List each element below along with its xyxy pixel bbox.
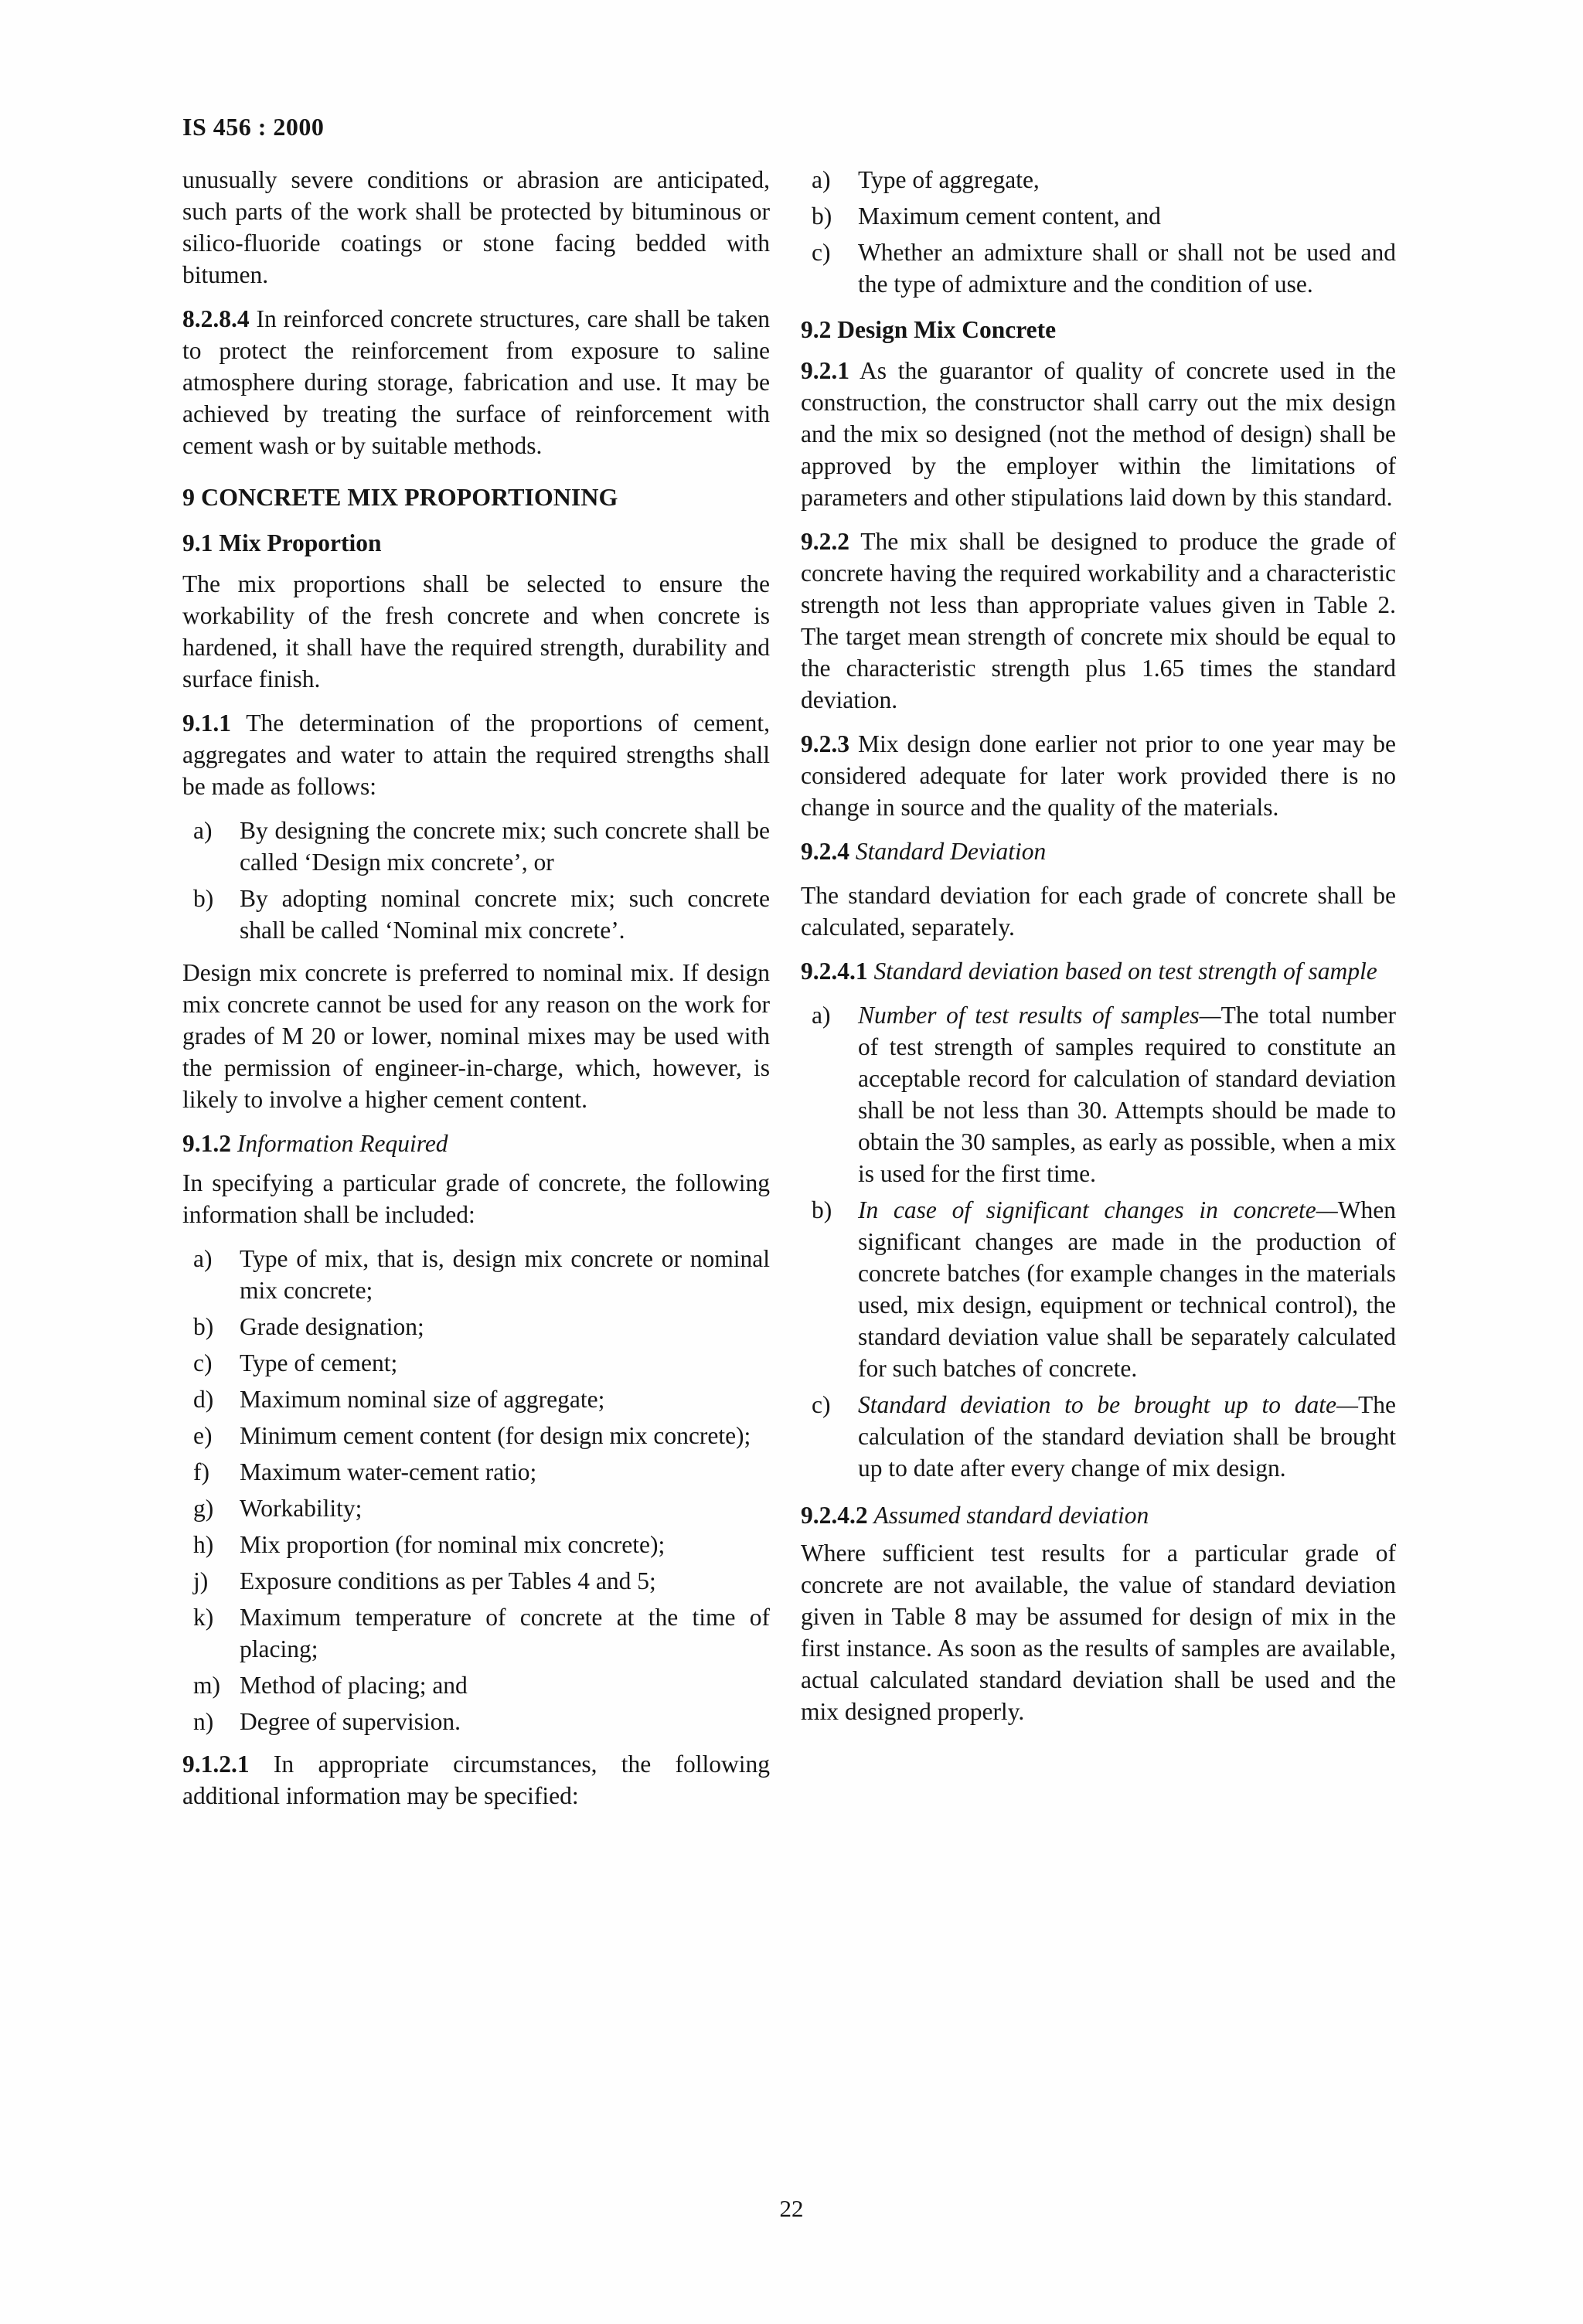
clause-number: 9.2.1 [801,357,849,384]
clause-title: Standard deviation based on test strength of sample [873,958,1377,985]
list-item [182,1601,770,1665]
clause-9-2-4-1 [801,955,1396,987]
item-text: Type of mix, that is, design mix concrete or nominal mix concrete; [240,1245,770,1304]
item-text: Type of aggregate, [858,166,1040,193]
item-label: n) [193,1708,214,1735]
document-header: IS 456 : 2000 [182,113,325,141]
item-label: a) [193,1245,213,1272]
list-item [801,1194,1396,1384]
clause-9-2-1 [801,355,1396,513]
list-item [182,1669,770,1701]
item-title: In case of significant changes in concrete— [858,1196,1338,1223]
list-item [182,1383,770,1415]
paragraph-9-2-4: The standard deviation for each grade of concrete shall be calculated, separately. [801,882,1396,941]
item-text: The calculation of the standard deviation shall be brought up to date after every change of mix design. [858,1391,1396,1482]
list-item [801,1389,1396,1484]
item-text: Maximum nominal size of aggregate; [240,1386,605,1413]
item-text: Mix proportion (for nominal mix concrete); [240,1531,666,1558]
clause-9-1-1 [182,707,770,802]
item-text: When significant changes are made in the production of concrete batches (for example changes in the materials used, mix design, equipment or technical control), the standard deviation value shall be separately calculated for such batches of concrete. [858,1196,1396,1382]
list-9-1-2-1 [801,164,1396,300]
item-label: a) [812,1002,831,1029]
item-label: h) [193,1531,214,1558]
paragraph-9-1-2: In specifying a particular grade of concrete, the following information shall be included: [182,1169,770,1228]
item-text: Method of placing; and [240,1672,468,1699]
item-label: g) [193,1495,214,1522]
list-item [182,1565,770,1597]
clause-number: 8.2.8.4 [182,305,250,332]
clause-number: 9.2.4 [801,838,849,865]
list-item [801,200,1396,232]
item-label: d) [193,1386,214,1413]
list-9-1-1 [182,815,770,946]
item-label: f) [193,1458,209,1485]
item-text: The total number of test strength of samples required to constitute an acceptable record for calculation of standard deviation shall be not less than 30. Attempts should be made to obtain the 30 samples, as early as possible, when a mix is used for the first time. [858,1002,1396,1187]
item-label: c) [193,1349,213,1376]
item-label: e) [193,1422,213,1449]
clause-number: 9.2.4.1 [801,958,868,985]
item-label: b) [193,1313,214,1340]
item-body [858,1389,1396,1484]
clause-title: Information Required [237,1130,448,1157]
clause-text: The determination of the proportions of cement, aggregates and water to attain the required strengths shall be made as follows: [182,709,770,800]
clause-9-2-4-2 [801,1499,1396,1531]
item-text: Maximum cement content, and [858,202,1161,230]
clause-9-2-2 [801,526,1396,716]
item-text: Degree of supervision. [240,1708,461,1735]
paragraph-9-2-4-2: Where sufficient test results for a particular grade of concrete are not available, the value of standard deviation given in Table 8 may be assumed for design of mix in the first instance. As soon as the results of samples are available, actual calculated standard deviation shall be used and the mix designed properly. [801,1540,1396,1725]
item-label: m) [193,1672,220,1699]
design-mix-paragraph: Design mix concrete is preferred to nominal mix. If design mix concrete cannot be used for any reason on the work for grades of M 20 or lower, nominal mixes may be used with the permission of engineer-in-charge, which, however, is likely to involve a higher cement content. [182,959,770,1113]
clause-9-2-3 [801,728,1396,823]
item-label: b) [812,202,832,230]
list-item [801,236,1396,300]
page-number: 22 [779,2195,804,2222]
list-item [182,1492,770,1524]
item-text: Exposure conditions as per Tables 4 and 5; [240,1567,656,1594]
list-item [182,1706,770,1737]
item-label: c) [812,239,831,266]
item-text: Type of cement; [240,1349,398,1376]
item-title: Standard deviation to be brought up to date— [858,1391,1359,1418]
left-column [182,164,770,1824]
list-item [182,883,770,946]
clause-text: The mix shall be designed to produce the grade of concrete having the required workability and a characteristic strength not less than appropriate values given in Table 2. The target mean strength of concrete mix should be equal to the characteristic strength plus 1.65 times the standard deviation. [801,528,1396,713]
item-label: b) [812,1196,832,1223]
item-label: k) [193,1604,214,1631]
list-item [182,1243,770,1306]
item-title: Number of test results of samples— [858,1002,1221,1029]
item-text: Whether an admixture shall or shall not be used and the type of admixture and the condition of use. [858,239,1396,298]
item-label: j) [193,1567,209,1594]
list-item [801,999,1396,1189]
item-text: Maximum temperature of concrete at the time of placing; [240,1604,770,1662]
item-body [858,999,1396,1189]
clause-9-1-2 [182,1128,770,1159]
item-label: a) [193,817,213,844]
clause-number: 9.1.2 [182,1130,231,1157]
clause-text: As the guarantor of quality of concrete used in the construction, the constructor shall carry out the mix design and the mix so designed (not the method of design) shall be approved by the employer within the limitations of parameters and other stipulations laid down by this standard. [801,357,1396,511]
clause-9-2-4 [801,835,1396,867]
item-text: Maximum water-cement ratio; [240,1458,537,1485]
item-text: Workability; [240,1495,363,1522]
list-item [801,164,1396,196]
item-label: a) [812,166,831,193]
item-label: b) [193,885,214,912]
list-item [182,1420,770,1451]
list-item [182,1347,770,1379]
item-text: Minimum cement content (for design mix concrete); [240,1422,751,1449]
list-item [182,1311,770,1342]
list-item [182,1456,770,1488]
clause-number: 9.2.4.2 [801,1502,868,1529]
list-item [182,815,770,878]
list-9-2-4-1 [801,999,1396,1484]
clause-8-2-8-4 [182,303,770,461]
intro-paragraph: unusually severe conditions or abrasion are anticipated, such parts of the work shall be protected by bituminous or silico-fluoride coatings or stone facing bedded with bitumen. [182,166,770,288]
clause-text: In appropriate circumstances, the following additional information may be specified: [182,1751,771,1809]
clause-9-1-2-1 [182,1748,770,1812]
right-column [801,164,1396,1740]
clause-title: Assumed standard deviation [873,1502,1149,1529]
list-item [182,1529,770,1560]
section-heading-9: 9 CONCRETE MIX PROPORTIONING [182,483,618,511]
item-body [858,1194,1396,1384]
subsection-heading-9-1: 9.1 Mix Proportion [182,529,382,556]
clause-text: Mix design done earlier not prior to one year may be considered adequate for later work provided there is no change in source and the quality of the materials. [801,730,1396,821]
clause-number: 9.2.2 [801,528,849,555]
subsection-heading-9-2: 9.2 Design Mix Concrete [801,316,1057,343]
clause-title: Standard Deviation [855,838,1047,865]
item-text: By designing the concrete mix; such concrete shall be called ‘Design mix concrete’, or [240,817,770,876]
paragraph-9-1: The mix proportions shall be selected to ensure the workability of the fresh concrete and when concrete is hardened, it shall have the required strength, durability and surface finish. [182,570,770,692]
item-text: By adopting nominal concrete mix; such concrete shall be called ‘Nominal mix concrete’. [240,885,770,944]
clause-number: 9.1.1 [182,709,231,737]
clause-number: 9.2.3 [801,730,849,757]
item-label: c) [812,1391,831,1418]
clause-text: In reinforced concrete structures, care shall be taken to protect the reinforcement from exposure to saline atmosphere during storage, fabrication and use. It may be achieved by treating the surface of reinforcement with cement wash or by suitable methods. [182,305,771,459]
clause-number: 9.1.2.1 [182,1751,250,1778]
list-9-1-2 [182,1243,770,1737]
item-text: Grade designation; [240,1313,424,1340]
